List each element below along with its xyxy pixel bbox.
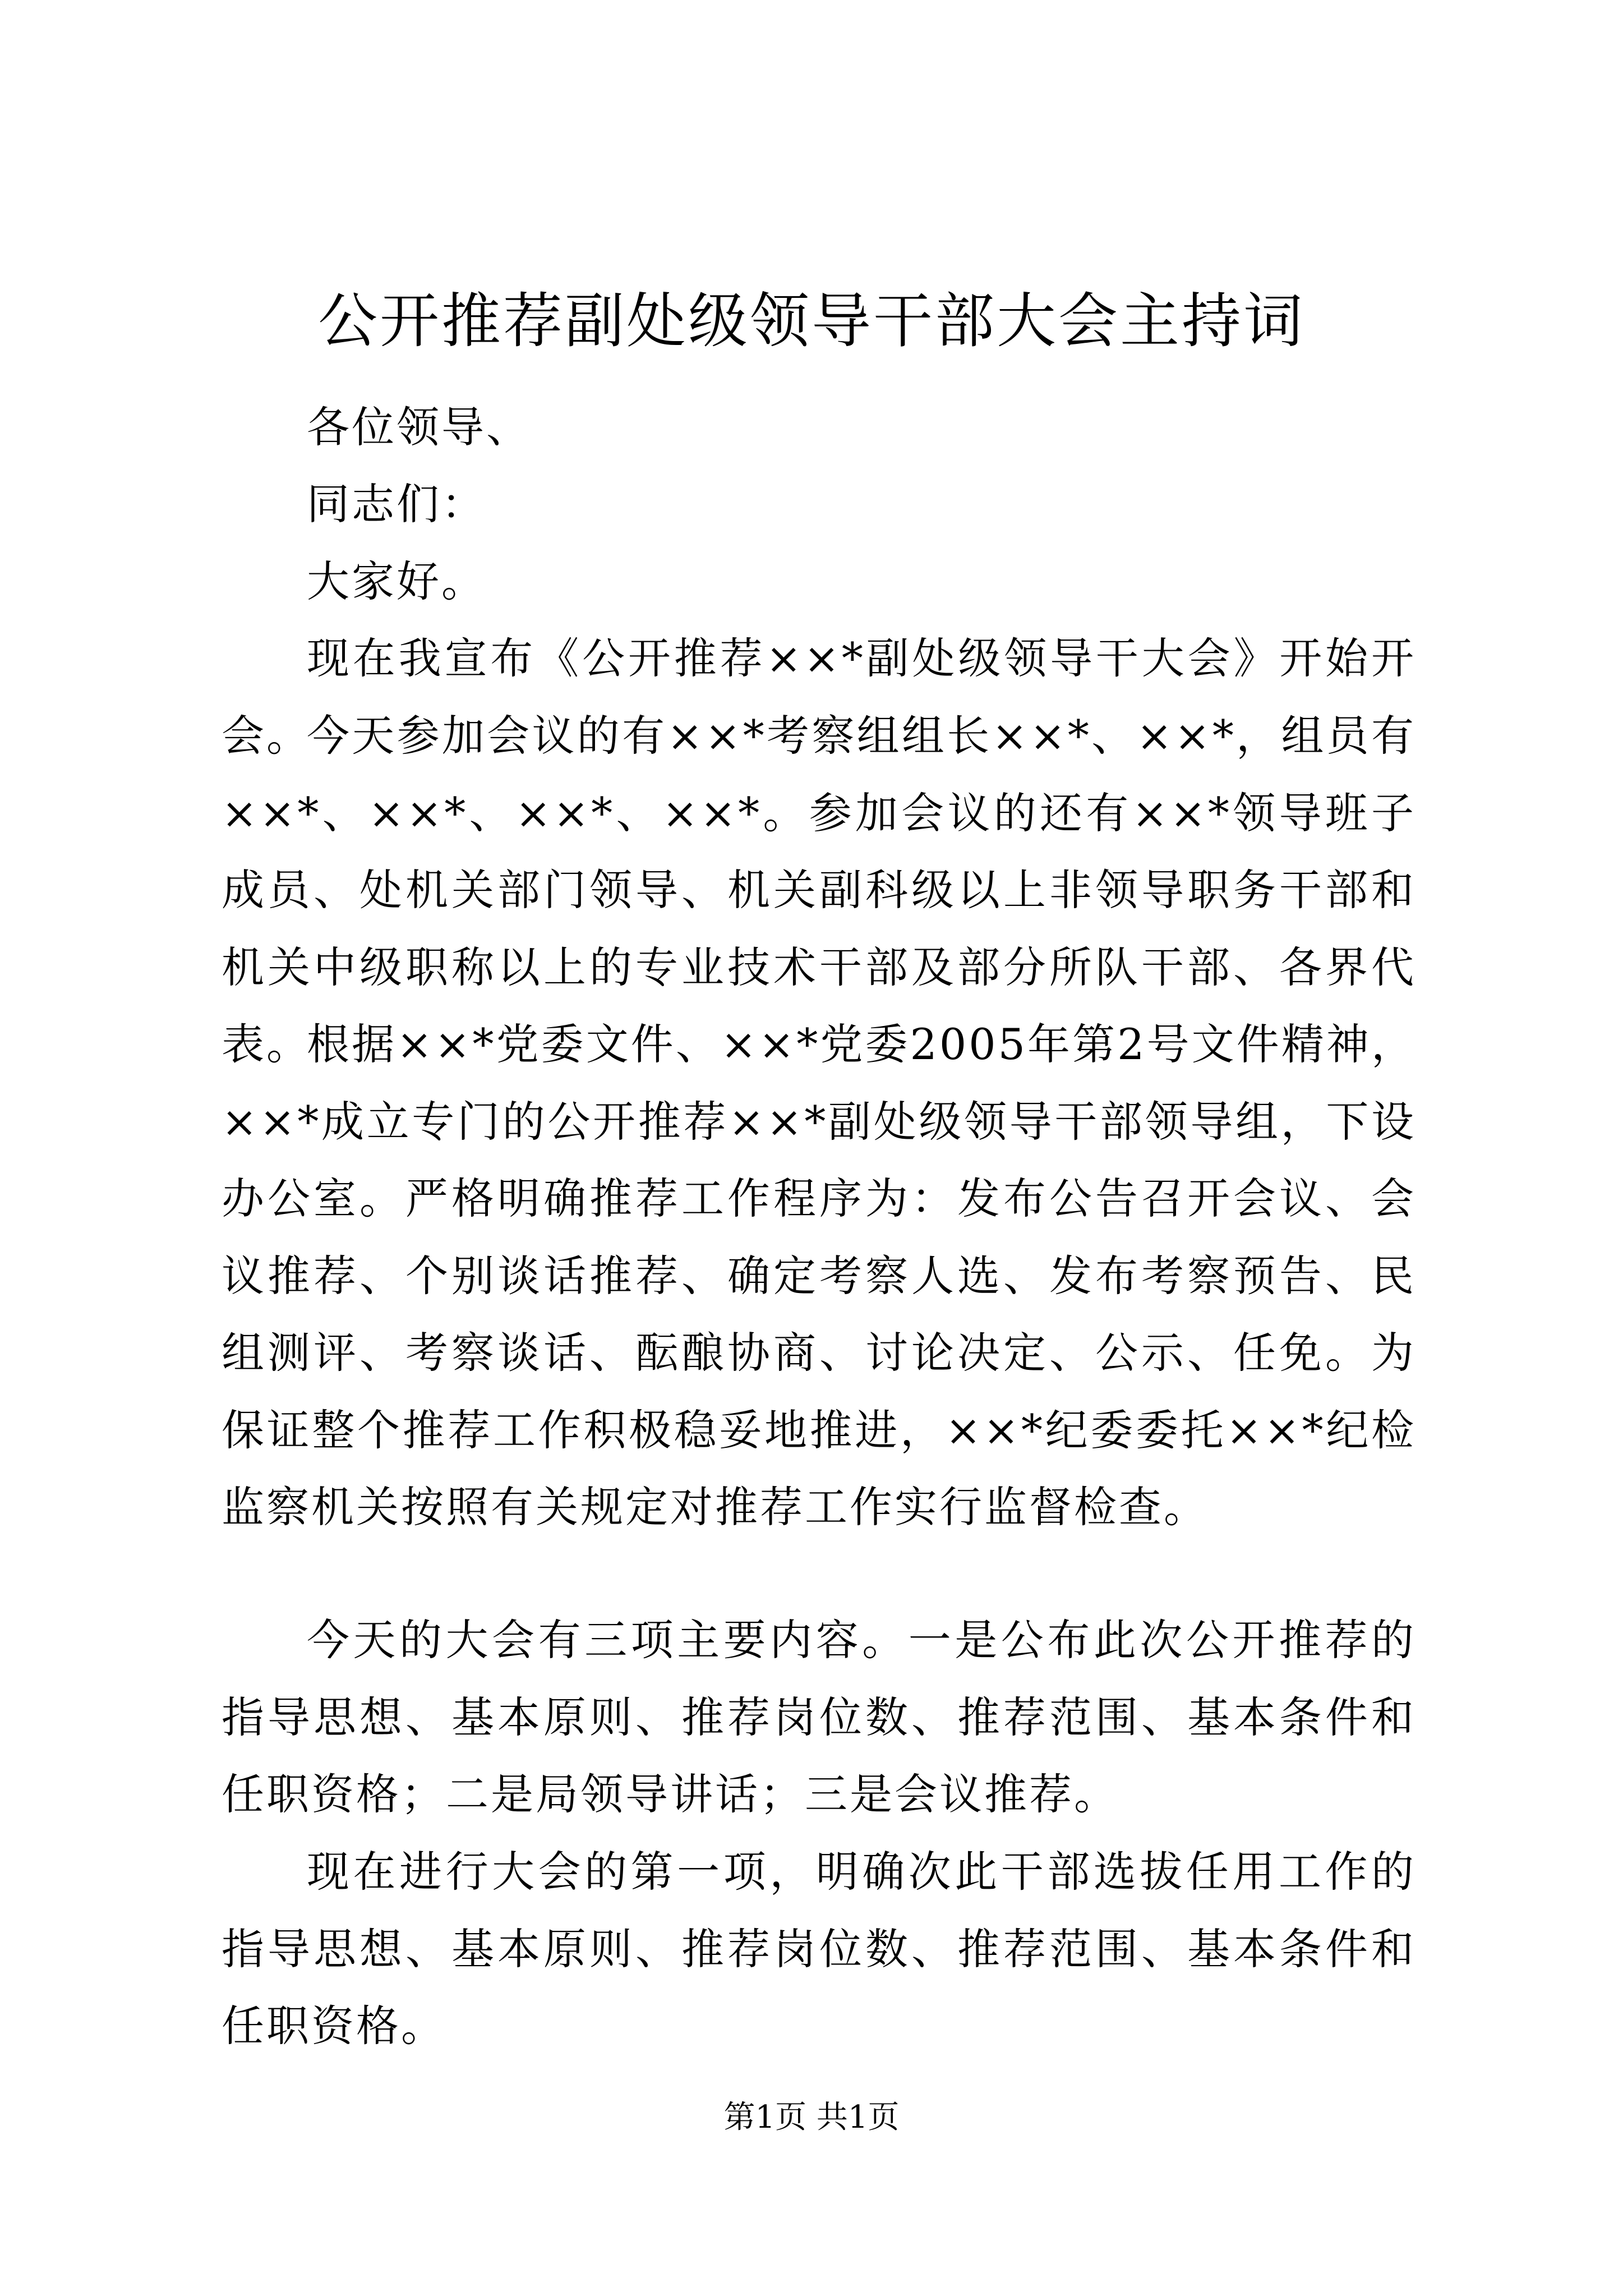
attendees-paragraph: 今天参加会议的有××*考察组组长××*、××*，组员有××*、××*、××*、××*。参加会议的还有××*领导班子成员、处机关部门领导、机关副科级以上非领导职务干部和机关中级职称以上的专业技术干部及部分所队干部、各界代表。 <box>222 711 1416 1069</box>
first-item-paragraph: 现在进行大会的第一项，明确次此干部选拔任用工作的指导思想、基本原则、推荐岗位数、推荐范围、基本条件和任职资格。 <box>222 1847 1416 2051</box>
procedure-paragraph: 根据××*党委文件、××*党委2005年第2号文件精神，××*成立专门的公开推荐××*副处级领导干部领导组，下设办公室。严格明确推荐工作程序为：发布公告召开会议、会议推荐、个别谈话推荐、确定考察人选、发布考察预告、民组测评、考察谈话、酝酿协商、讨论决定、公示、任免。为保证整个推荐工作积极稳妥地推进，××*纪委委托××*纪检监察机关按照有关规定对推荐工作实行监督检查。 <box>222 1019 1416 1532</box>
agenda-paragraph: 今天的大会有三项主要内容。一是公布此次公开推荐的指导思想、基本原则、推荐岗位数、推荐范围、基本条件和任职资格；二是局领导讲话；三是会议推荐。 <box>222 1615 1416 1819</box>
salutation-comrades: 同志们： <box>307 479 486 529</box>
greeting: 大家好。 <box>307 556 486 606</box>
salutation-leaders: 各位领导、 <box>307 402 531 452</box>
opening-announcement: 现在我宣布《公开推荐××*副处级领导干大会》开始开会。 <box>222 633 1416 761</box>
page-title: 公开推荐副处级领导干部大会主持词 <box>318 287 1305 356</box>
page-footer: 第1页 共1页 <box>723 2099 900 2136</box>
